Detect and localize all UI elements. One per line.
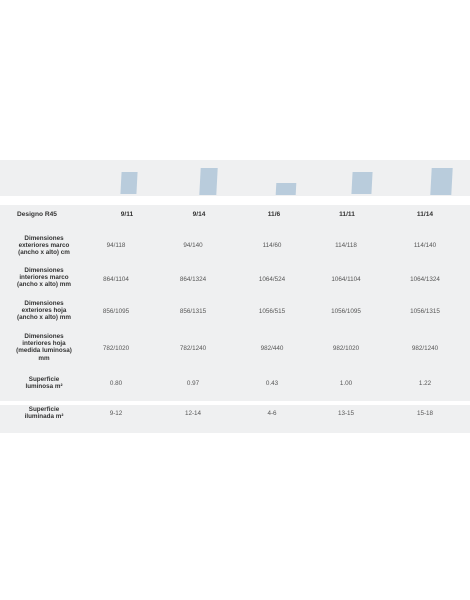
table-cell: 1.22 [418, 380, 432, 387]
window-shape-9-14 [199, 168, 217, 195]
table-cell: 114/140 [413, 242, 437, 249]
table-cell: 1064/1324 [410, 276, 440, 283]
table-cell: 982/1240 [411, 345, 439, 352]
table-cell: 0.80 [109, 380, 123, 387]
row-label: Superficie luminosa m² [25, 376, 63, 391]
window-shape-11-14 [430, 168, 452, 195]
table-cell: 1.00 [339, 380, 353, 387]
table-cell: 4-6 [267, 410, 277, 417]
table-cell: 94/140 [183, 242, 203, 249]
table-cell: 1056/515 [258, 308, 286, 315]
table-cell: 1056/1095 [331, 308, 361, 315]
table-cell: 782/1020 [102, 345, 130, 352]
table-cell: 114/118 [335, 242, 357, 249]
row-label: Dimensiones exteriores hoja (ancho x alto) mm [17, 300, 71, 322]
table-cell: 982/1020 [332, 345, 360, 352]
table-divider [0, 196, 470, 205]
table-cell: 0.43 [265, 380, 279, 387]
table-cell: 13-15 [337, 410, 355, 417]
table-cell: 856/1095 [102, 308, 130, 315]
window-shape-9-11 [120, 172, 137, 194]
window-shape-11-11 [351, 172, 372, 194]
table-cell: 9-12 [109, 410, 123, 417]
table-divider [0, 401, 470, 405]
table-cell: 94/118 [106, 242, 126, 249]
column-header: 9/14 [192, 211, 206, 218]
table-cell: 1064/524 [258, 276, 286, 283]
row-label: Dimensiones exteriores marco (ancho x alto) cm [18, 235, 70, 257]
table-cell: 782/1240 [179, 345, 207, 352]
table-cell: 15-18 [416, 410, 434, 417]
column-header: 9/11 [120, 211, 134, 218]
table-cell: 1056/1315 [410, 308, 440, 315]
table-row-header: Designo R45 [17, 211, 57, 218]
table-cell: 1064/1104 [331, 276, 361, 283]
row-label: Superficie iluminada m² [24, 406, 64, 421]
table-cell: 12-14 [184, 410, 202, 417]
table-cell: 114/60 [262, 242, 282, 249]
column-header: 11/6 [267, 211, 281, 218]
table-cell: 864/1324 [179, 276, 207, 283]
row-label: Dimensiones interiores hoja (medida luminosa) mm [16, 333, 72, 362]
table-cell: 982/440 [260, 345, 284, 352]
table-cell: 0.97 [186, 380, 200, 387]
table-cell: 856/1315 [179, 308, 207, 315]
window-shape-11-6 [276, 183, 297, 195]
table-cell: 864/1104 [103, 276, 129, 283]
row-label: Dimensiones interiores marco (ancho x alto) mm [17, 267, 71, 289]
column-header: 11/11 [339, 211, 355, 218]
column-header: 11/14 [416, 211, 434, 218]
